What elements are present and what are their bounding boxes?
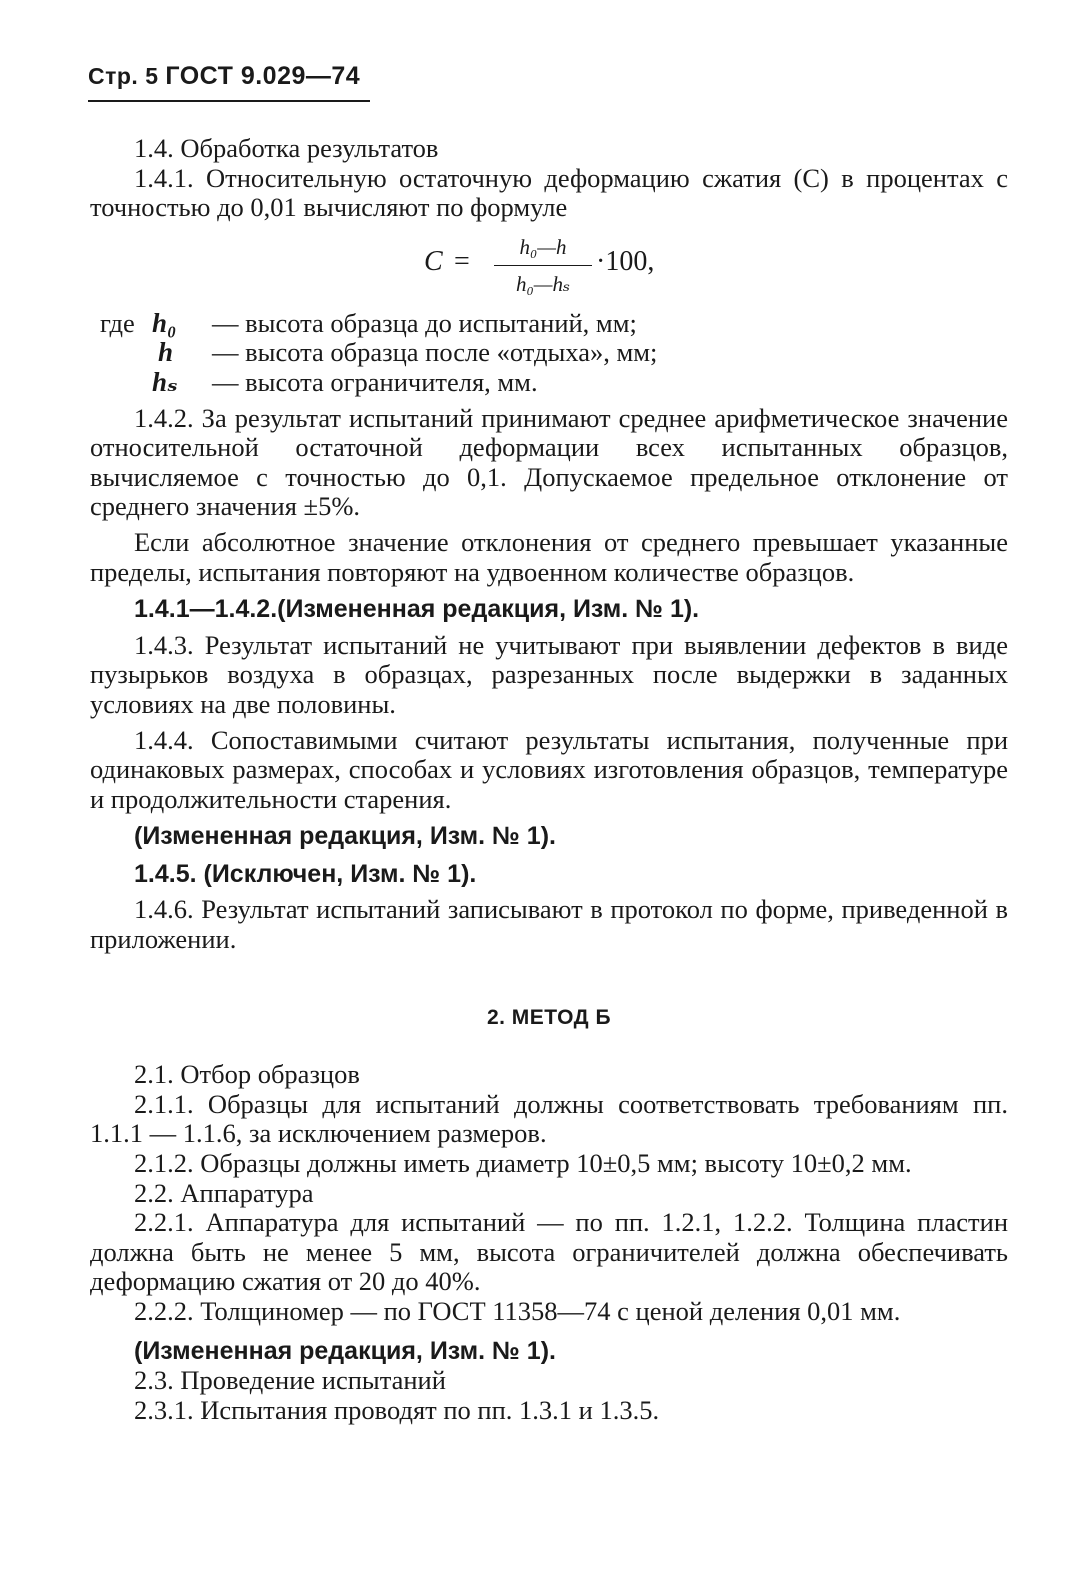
definition-text: — высота образца после «отдыха», мм; xyxy=(212,337,658,368)
definition-symbol: h xyxy=(158,337,174,368)
paragraph-1-4-2: 1.4.2. За результат испытаний принимают среднее арифметическое значение относительной остаточной деформации всех испытанных образцов, вычисляемое с точностью до 0,1. Допускаемое предельное отклонение от среднего значения ±5%. xyxy=(90,402,1008,522)
definition-symbol: h₀ xyxy=(152,307,177,338)
document-body xyxy=(90,134,1008,1425)
paragraph-2-2-2: 2.2.2. Толщиномер — по ГОСТ 11358—74 с ценой деления 0,01 мм. xyxy=(134,1296,901,1326)
formula xyxy=(90,231,1008,309)
header-rule xyxy=(88,100,370,102)
amendment-note: (Измененная редакция, Изм. № 1). xyxy=(134,1336,556,1365)
formula-fraction xyxy=(494,231,592,301)
paragraph-2-1-1: 2.1.1. Образцы для испытаний должны соответствовать требованиям пп. 1.1.1 — 1.1.6, за исключением размеров. xyxy=(90,1088,1008,1149)
definition-row xyxy=(90,368,1008,398)
amendment-note: (Измененная редакция, Изм. № 1). xyxy=(134,822,556,851)
definition-row xyxy=(90,309,1008,339)
paragraph-2-2-1: 2.2.1. Аппаратура для испытаний — по пп. 1.2.1, 1.2.2. Толщина пластин должна быть не менее 5 мм, высота ограничителей должна обеспечивать деформацию сжатия от 20 до 40%. xyxy=(90,1207,1008,1297)
fraction-bar xyxy=(494,265,592,267)
definition-symbol: hₛ xyxy=(152,366,178,397)
definition-lead: где xyxy=(100,307,135,338)
definition-text: — высота ограничителя, мм. xyxy=(212,366,538,397)
subsection-title-2-3: 2.3. Проведение испытаний xyxy=(134,1365,446,1396)
subsection-title-2-2: 2.2. Аппаратура xyxy=(134,1177,314,1208)
section-title-method-b: 2. МЕТОД Б xyxy=(486,1005,612,1029)
formula-lhs: C xyxy=(424,245,443,277)
gost-number: ГОСТ 9.029—74 xyxy=(165,62,361,90)
formula-numerator: h₀—h xyxy=(519,234,567,259)
subsection-title-1-4: 1.4. Обработка результатов xyxy=(134,133,439,163)
definition-row xyxy=(90,338,1008,368)
paragraph-1-4-4: 1.4.4. Сопоставимыми считают результаты испытания, полученные при одинаковых размерах, способах и условиях изготовления образцов, температуре и продолжительности старения. xyxy=(90,724,1008,814)
header-text xyxy=(88,62,370,91)
variable-definitions xyxy=(90,309,1008,398)
paragraph-1-4-3: 1.4.3. Результат испытаний не учитывают при выявлении дефектов в виде пузырьков воздуха в образцах, разрезанных после выдержки в заданных условиях на две половины. xyxy=(90,629,1008,719)
paragraph-2-1-2: 2.1.2. Образцы должны иметь диаметр 10±0,5 мм; высоту 10±0,2 мм. xyxy=(134,1148,912,1179)
page-header xyxy=(88,62,370,102)
paragraph-2-3-1: 2.3.1. Испытания проводят по пп. 1.3.1 и 1.3.5. xyxy=(134,1394,660,1425)
paragraph-1-4-5: 1.4.5. (Исключен, Изм. № 1). xyxy=(134,859,477,888)
paragraph-1-4-2-continued: Если абсолютное значение отклонения от среднего превышает указанные пределы, испытания повторяют на удвоенном количестве образцов. xyxy=(90,526,1008,587)
formula-denominator: h₀—hₛ xyxy=(515,272,571,297)
formula-multiplier: ·100, xyxy=(596,245,655,277)
subsection-title-2-1: 2.1. Отбор образцов xyxy=(134,1059,360,1090)
amendment-note: 1.4.1—1.4.2.(Измененная редакция, Изм. № 1). xyxy=(134,595,700,624)
definition-text: — высота образца до испытаний, мм; xyxy=(212,307,637,338)
paragraph-1-4-1: 1.4.1. Относительную остаточную деформацию сжатия (С) в процентах с точностью до 0,01 вычисляют по формуле xyxy=(90,162,1008,223)
formula-equals: = xyxy=(454,245,470,277)
paragraph-1-4-6: 1.4.6. Результат испытаний записывают в протокол по форме, приведенной в приложении. xyxy=(90,894,1008,955)
page-number: Стр. 5 xyxy=(88,63,159,89)
